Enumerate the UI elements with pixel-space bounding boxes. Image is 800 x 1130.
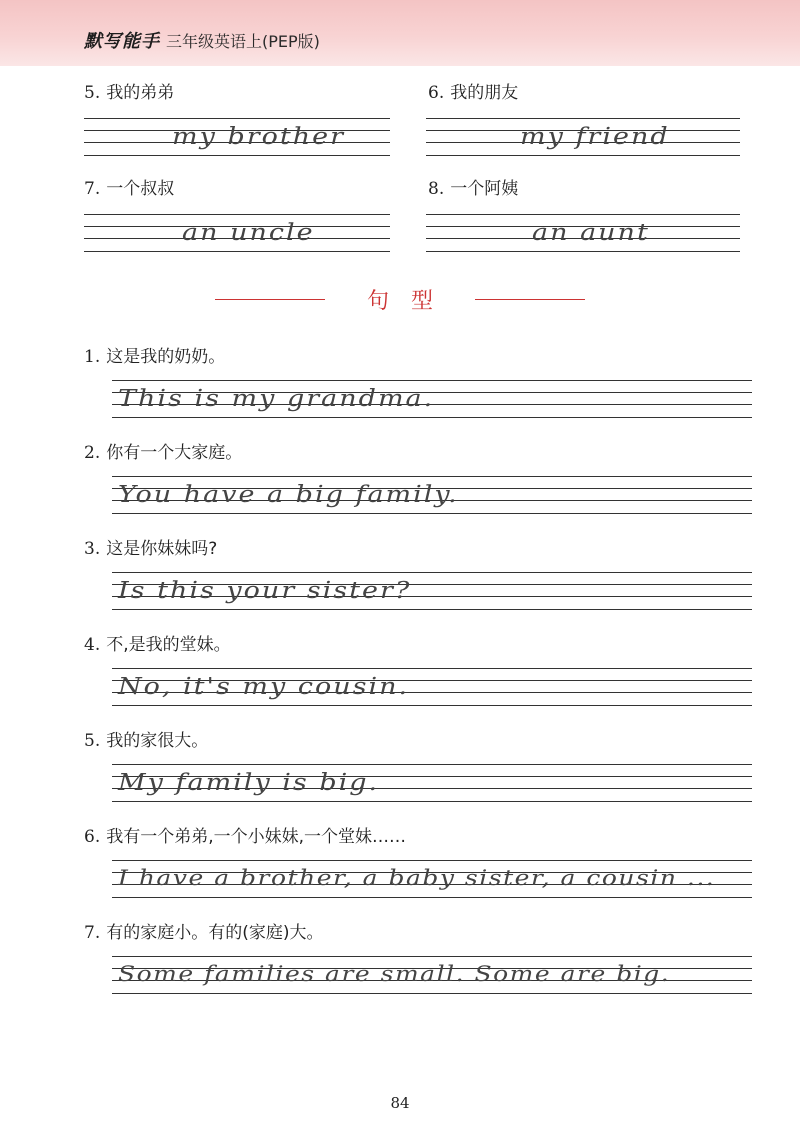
section-title — [0, 283, 800, 315]
section-title-text: 句型 — [366, 288, 455, 314]
word-item-7 — [84, 174, 174, 199]
writing-lines — [84, 214, 390, 254]
sentence-item-1 — [84, 342, 225, 367]
word-prompt: 7. 一个叔叔 — [84, 179, 175, 199]
sentence-answer: No, it's my cousin. — [118, 673, 410, 700]
word-item-5 — [84, 78, 174, 103]
sentence-item-4 — [84, 630, 231, 655]
writing-lines — [426, 214, 740, 254]
header-title — [84, 28, 320, 52]
sentence-answer: My family is big. — [118, 769, 380, 796]
word-answer: my brother — [172, 123, 346, 150]
sentence-prompt: 5. 我的家很大。 — [84, 731, 209, 751]
writing-lines — [112, 668, 752, 708]
writing-lines — [426, 118, 740, 158]
section-rule-left — [215, 299, 325, 300]
sentence-answer: You have a big family. — [118, 481, 459, 508]
writing-lines — [112, 380, 752, 420]
sentence-item-3 — [84, 534, 217, 559]
sentence-answer: Some families are small. Some are big. — [118, 961, 671, 986]
sentence-item-5 — [84, 726, 208, 751]
sentence-answer: Is this your sister? — [118, 577, 412, 604]
writing-lines — [112, 956, 752, 996]
section-rule-right — [475, 299, 585, 300]
word-prompt: 8. 一个阿姨 — [428, 179, 519, 199]
sentence-prompt: 7. 有的家庭小。有的(家庭)大。 — [84, 923, 324, 943]
word-prompt: 6. 我的朋友 — [428, 83, 519, 103]
header-brand: 默写能手 — [84, 31, 160, 52]
word-prompt: 5. 我的弟弟 — [84, 83, 175, 103]
writing-lines — [112, 764, 752, 804]
word-answer: an aunt — [532, 219, 650, 246]
header-subtitle: 三年级英语上(PEP版) — [166, 31, 320, 51]
sentence-prompt: 1. 这是我的奶奶。 — [84, 347, 226, 367]
writing-lines — [112, 476, 752, 516]
writing-lines — [112, 572, 752, 612]
sentence-prompt: 4. 不,是我的堂妹。 — [84, 635, 231, 655]
writing-lines — [84, 118, 390, 158]
sentence-prompt: 6. 我有一个弟弟,一个小妹妹,一个堂妹…… — [84, 827, 407, 847]
word-item-6 — [428, 78, 518, 103]
sentence-prompt: 3. 这是你妹妹吗? — [84, 539, 218, 559]
sentence-item-6 — [84, 822, 406, 847]
sentence-item-2 — [84, 438, 242, 463]
sentence-prompt: 2. 你有一个大家庭。 — [84, 443, 243, 463]
sentence-answer: I have a brother, a baby sister, a cousin ... — [118, 865, 716, 890]
word-item-8 — [428, 174, 518, 199]
sentence-item-7 — [84, 918, 324, 943]
word-answer: an uncle — [182, 219, 315, 246]
page-number: 84 — [390, 1094, 410, 1112]
word-answer: my friend — [520, 123, 670, 150]
sentence-answer: This is my grandma. — [118, 385, 435, 412]
writing-lines — [112, 860, 752, 900]
